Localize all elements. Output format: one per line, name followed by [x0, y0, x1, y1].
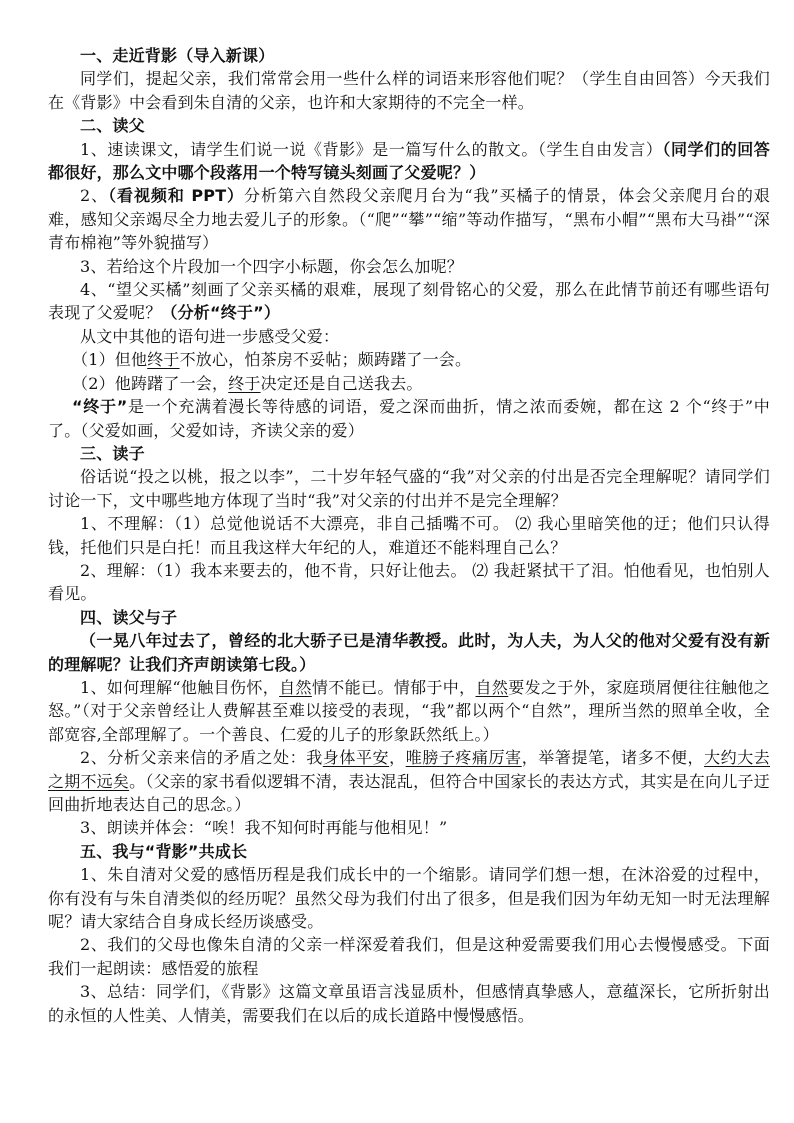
- section-heading-read-father-and-son: 四、读父与子: [80, 607, 178, 627]
- paragraph-fs-2-underlined-2: 唯膀子疼痛厉害: [405, 748, 522, 768]
- section-heading-read-father: 二、读父: [80, 116, 145, 136]
- paragraph-read-1: [48, 138, 770, 185]
- quote-item-1-pre: （1）但他: [72, 350, 148, 370]
- paragraph-fs-1-underlined-1: 自然: [279, 677, 312, 697]
- section-heading-read-son: 三、读子: [80, 443, 145, 463]
- quote-item-1-post: 不放心，怕茶房不妥帖；颇踌躇了一会。: [179, 350, 472, 370]
- quote-item-1: [48, 348, 770, 371]
- paragraph-fs-intro-bold: （一晃八年过去了，曾经的北大骄子已是清华教授。此时，为人夫，为人父的他对父爱有没有新的理解呢？让我们齐声朗读第七段。）: [48, 631, 770, 674]
- paragraph-fs-2: [48, 746, 770, 816]
- paragraph-read-2: [48, 184, 770, 254]
- paragraph-fs-2-a: 2、分析父亲来信的矛盾之处：我: [80, 748, 323, 768]
- paragraph-fs-2-underlined-3: 大约大去之期不远矣: [48, 748, 770, 791]
- paragraph-fs-1-b: 情不能已。情郁于中，: [311, 677, 476, 697]
- paragraph-read-2-text: 分析第六自然段父亲爬月台为“我”买橘子的情景，体会父亲爬月台的艰难，感知父亲竭尽全力地去爱儿子的形象。（“爬”“攀”“缩”等动作描写，“黑布小帽”“黑布大马褂”“深青布棉袍”等外貌描写）: [48, 186, 770, 253]
- paragraph-read-6-bold: “终于”: [72, 397, 128, 417]
- paragraph-read-1-bold: （同学们的回答都很好，那么文中哪个段落用一个特写镜头刻画了父爱呢？）: [48, 139, 770, 183]
- paragraph-fs-1: [48, 676, 770, 746]
- paragraph-read-2-bold: （看视频和 PPT）: [108, 186, 245, 206]
- paragraph-son-3: 2、理解：（1）我本来要去的，他不肯，只好让他去。 ⑵ 我赶紧拭干了泪。怕他看见，也怕别人看见。: [48, 560, 770, 604]
- paragraph-read-4-bold: （分析“终于”）: [161, 303, 281, 323]
- paragraph-fs-1-a: 1、如何理解“他触目伤怀，: [80, 677, 280, 697]
- paragraph-read-4-text: 4、“望父买橘”刻画了父亲买橘的艰难，展现了刻骨铭心的父爱，那么在此情节前还有哪些语句表现了父爱呢？: [48, 280, 770, 323]
- paragraph-fs-2-b: ，: [389, 748, 406, 768]
- paragraph-grow-1: 1、朱自清对父爱的感悟历程是我们成长中的一个缩影。请同学们想一想，在沐浴爱的过程中，你有没有与朱自清类似的经历呢？虽然父母为我们付出了很多，但是我们因为年幼无知一时无法理解呢？请大家结合自身成长经历谈感受。: [48, 865, 770, 932]
- intro-paragraph: 同学们，提起父亲，我们常常会用一些什么样的词语来形容他们呢？（学生自由回答）今天我们在《背影》中会看到朱自清的父亲，也许和大家期待的不完全一样。: [48, 69, 770, 112]
- paragraph-grow-3: 3、总结：同学们，《背影》这篇文章虽语言浅显质朴，但感情真挚感人，意蕴深长，它所折射出的永恒的人性美、人情美，需要我们在以后的成长道路中慢慢感悟。: [48, 982, 770, 1025]
- paragraph-fs-3: 3、朗读并体会：“唉！我不知何时再能与他相见！”: [80, 818, 448, 838]
- section-heading-approach: 一、走近背影（导入新课）: [80, 46, 275, 65]
- paragraph-fs-2-c: ，举箸提笔，诸多不便，: [521, 748, 705, 768]
- paragraph-son-1: 俗话说“投之以桃，报之以李”，二十岁年轻气盛的“我”对父亲的付出是否完全理解呢？请同学们讨论一下，文中哪些地方体现了当时“我”对父亲的付出并不是完全理解？: [48, 467, 770, 510]
- paragraph-fs-1-c: 要发之于外，家庭琐屑便往往触他之怒。”（对于父亲曾经让人费解甚至难以接受的表现，“我”都以两个“自然”，理所当然的照单全收，全部宽容,全部理解了。一个善良、仁爱的儿子的形象跃然纸上。）: [48, 677, 770, 744]
- paragraph-read-3: 3、若给这个片段加一个四字小标题，你会怎么加呢？: [80, 256, 463, 276]
- paragraph-read-4: [48, 278, 770, 325]
- paragraph-fs-1-underlined-2: 自然: [475, 677, 509, 697]
- paragraph-fs-2-d: 。（父亲的家书看似逻辑不清，表达混乱，但符合中国家长的表达方式，其实是在向儿子迂回曲折地表达自己的思念。）: [48, 771, 770, 814]
- paragraph-son-2: 1、不理解：（1）总觉他说话不大漂亮，非自己插嘴不可。 ⑵ 我心里暗笑他的迂；他们只认得钱，托他们只是白托！而且我这样大年纪的人，难道还不能料理自己么？: [48, 514, 770, 557]
- quote-item-2: [48, 372, 770, 395]
- quote-item-1-underlined: 终于: [147, 350, 180, 370]
- paragraph-read-6-text: 是一个充满着漫长等待感的词语，爱之深而曲折，情之浓而委婉，都在这 2 个“终于”中了。（父爱如画，父爱如诗，齐读父亲的爱）: [48, 397, 770, 440]
- lesson-plan-document: [48, 44, 770, 1027]
- quote-item-2-pre: （2）他踌躇了一会，: [72, 373, 229, 393]
- paragraph-fs-2-underlined-1: 身体平安: [322, 748, 390, 768]
- quote-item-2-underlined: 终于: [228, 373, 261, 393]
- paragraph-read-1-text: 1、速读课文，请学生们说一说《背影》是一篇写什么的散文。（学生自由发言）: [80, 139, 663, 159]
- quote-item-2-post: 决定还是自己送我去。: [260, 373, 423, 393]
- paragraph-read-2-number: 2、: [80, 186, 109, 206]
- paragraph-grow-2: 2、我们的父母也像朱自清的父亲一样深爱着我们，但是这种爱需要我们用心去慢慢感受。下面我们一起朗读：感悟爱的旅程: [48, 935, 770, 978]
- paragraph-read-5: 从文中其他的语句进一步感受父爱：: [80, 326, 340, 346]
- paragraph-read-6: [48, 395, 770, 442]
- section-heading-grow-together: 五、我与“背影”共成长: [80, 841, 248, 861]
